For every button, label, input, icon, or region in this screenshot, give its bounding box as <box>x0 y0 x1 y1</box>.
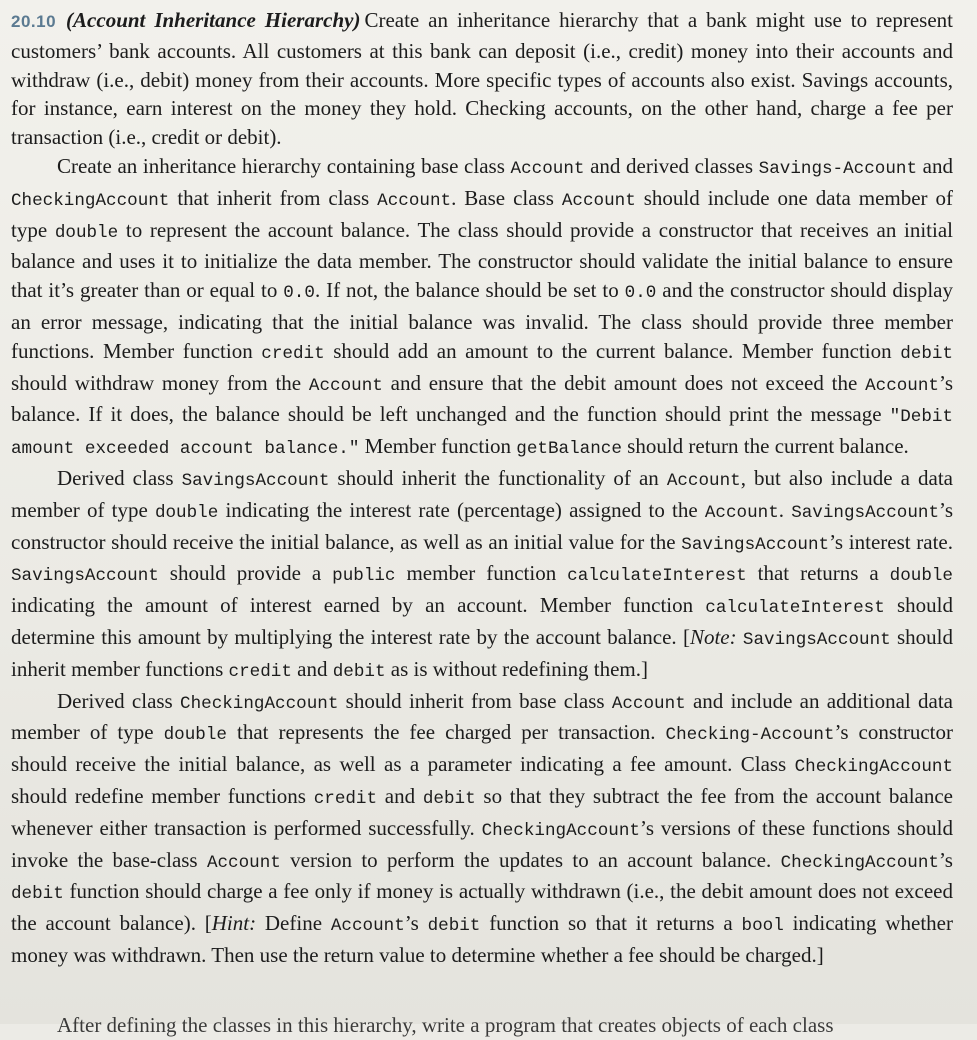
text-run: as is without redefining them.] <box>385 656 648 681</box>
code-term: credit <box>228 661 292 682</box>
code-term: CheckingAccount <box>11 190 170 211</box>
code-term: Account <box>206 852 281 873</box>
code-term: Account <box>510 158 585 179</box>
exercise-number: 20.10 <box>11 12 57 31</box>
text-run: that returns a <box>746 561 890 586</box>
text-run: should inherit the functionality of an <box>329 465 667 490</box>
code-term: double <box>163 725 227 746</box>
text-run: member function <box>395 561 568 586</box>
text-run: ’s <box>404 911 428 936</box>
code-term: Account <box>865 375 939 396</box>
text-run: function should charge a fee only if money is actually withdrawn (i.e., the debit amount does not exceed the account balance). [ <box>11 879 953 936</box>
code-term: bool <box>741 916 784 937</box>
text-run: should add an amount to the current balance. Member function <box>324 338 901 363</box>
text-run: that inherit from class <box>169 185 378 210</box>
code-term: debit <box>422 788 476 809</box>
text-run: . If not, the balance should be set to <box>314 278 625 303</box>
code-term: Account <box>666 470 741 491</box>
text-run: and <box>917 153 954 178</box>
text-run: so that they subtract the fee from the account balance whenever either transaction is performed successfully. <box>11 783 953 840</box>
exercise-paragraph <box>11 152 953 464</box>
code-term: double <box>154 502 219 523</box>
code-term: Account <box>704 502 779 523</box>
italic-label: Note: <box>689 624 737 649</box>
text-run: should return the current balance. <box>621 434 909 459</box>
code-term: CheckingAccount <box>481 820 640 841</box>
code-term: SavingsAccount <box>681 534 830 555</box>
code-term: calculateInterest <box>705 598 885 619</box>
cutoff-line: After defining the classes in this hierarchy, write a program that creates objects of each class <box>57 1013 834 1038</box>
text-run: Derived class <box>57 465 182 490</box>
text-run: ’s balance. If it does, the balance should be left unchanged and the function should print the message <box>11 370 953 427</box>
code-term: Checking-Account <box>665 725 835 746</box>
text-run: ’s versions of these functions should invoke the base-class <box>11 815 953 872</box>
code-term: 0.0 <box>283 283 315 304</box>
text-run: Member function <box>359 434 517 459</box>
text-run: and the constructor should display an error message, indicating that the initial balance was invalid. The class should provide three member functions. Member function <box>11 278 953 363</box>
italic-label: Hint: <box>211 911 257 936</box>
text-run: should inherit from base class <box>338 688 612 713</box>
text-run: , but also include a data member of type <box>11 465 953 522</box>
text-run: Create an inheritance hierarchy containing base class <box>57 153 511 178</box>
code-term: SavingsAccount <box>11 566 159 587</box>
text-run: indicating the amount of interest earned by an account. Member function <box>11 593 706 618</box>
code-term: getBalance <box>516 439 622 460</box>
code-term: CheckingAccount <box>780 852 939 873</box>
text-run: Derived class <box>57 688 181 713</box>
code-term: SavingsAccount <box>791 502 939 523</box>
text-run: indicating the interest rate (percentage) assigned to the <box>218 497 705 522</box>
text-run: ’s constructor should receive the initial balance, as well as an initial value for the <box>11 497 954 554</box>
code-term: public <box>332 566 396 587</box>
text-run: . <box>778 497 792 522</box>
code-term: calculateInterest <box>567 566 747 587</box>
code-term: debit <box>332 661 386 682</box>
code-term: "Debit amount exceeded account balance." <box>11 407 953 460</box>
code-term: credit <box>261 343 325 364</box>
text-run: version to perform the updates to an account balance. <box>280 847 781 872</box>
exercise-paragraph <box>11 687 953 970</box>
code-term: double <box>889 566 953 587</box>
code-term: credit <box>313 788 378 809</box>
code-term: SavingsAccount <box>181 470 330 491</box>
code-term: Account <box>611 693 686 714</box>
code-term: debit <box>900 343 953 364</box>
code-term: 0.0 <box>624 283 657 304</box>
exercise-paragraph <box>11 6 953 152</box>
code-term: SavingsAccount <box>742 629 891 650</box>
code-term: CheckingAccount <box>180 693 339 714</box>
text-run: and <box>291 656 333 681</box>
text-run: Define <box>256 911 331 936</box>
code-term: Account <box>377 190 452 211</box>
text-run: should determine this amount by multiplying the interest rate by the account balance. [ <box>11 593 953 649</box>
text-run: and derived classes <box>584 153 759 178</box>
code-term: Account <box>561 190 636 211</box>
text-run: function so that it returns a <box>480 911 742 936</box>
code-term: Account <box>308 375 383 396</box>
text-run: should include one data member of type <box>11 185 953 242</box>
text-run: . Base class <box>451 185 562 210</box>
code-term: double <box>54 222 119 243</box>
text-run: ’s interest rate. <box>829 529 953 554</box>
exercise-paragraph <box>11 464 953 687</box>
text-run: Create an inheritance hierarchy that a bank might use to represent customers’ bank accounts. All customers at this bank can deposit (i.e., credit) money into their accounts and withdraw (i.e., debit) money from their accounts. More specific types of accounts also exist. Savings accounts, for instance, earn interest on the money they hold. Checking accounts, on the other hand, charge a fee per transaction (i.e., credit or debit). <box>11 8 953 150</box>
code-term: Account <box>330 916 405 937</box>
text-run: ’s constructor should receive the initial balance, as well as a parameter indicating a fee amount. Class <box>11 720 954 777</box>
text-run: and ensure that the debit amount does not exceed the <box>382 370 866 395</box>
text-run: indicating whether money was withdrawn. Then use the return value to determine whether a fee should be charged.] <box>11 911 953 967</box>
text-run: should provide a <box>158 561 333 586</box>
text-run: should redefine member functions <box>11 783 314 808</box>
text-run: that represents the fee charged per transaction. <box>226 720 666 745</box>
text-run: and include an additional data member of type <box>11 688 953 745</box>
code-term: Savings-Account <box>758 158 918 179</box>
code-term: debit <box>11 884 64 905</box>
text-run: should withdraw money from the <box>11 370 309 395</box>
code-term: CheckingAccount <box>794 757 953 778</box>
text-run: and <box>377 783 423 808</box>
text-run: should inherit member functions <box>11 624 954 681</box>
code-term: debit <box>427 916 481 937</box>
exercise-heading: (Account Inheritance Hierarchy) <box>66 8 361 32</box>
exercise-body <box>11 6 953 970</box>
text-run: ’s <box>938 847 953 872</box>
text-run: to represent the account balance. The class should provide a constructor that receives an initial balance and uses it to initialize the data member. The constructor should validate the initial balance to ensure that it’s greater than or equal to <box>11 217 953 303</box>
